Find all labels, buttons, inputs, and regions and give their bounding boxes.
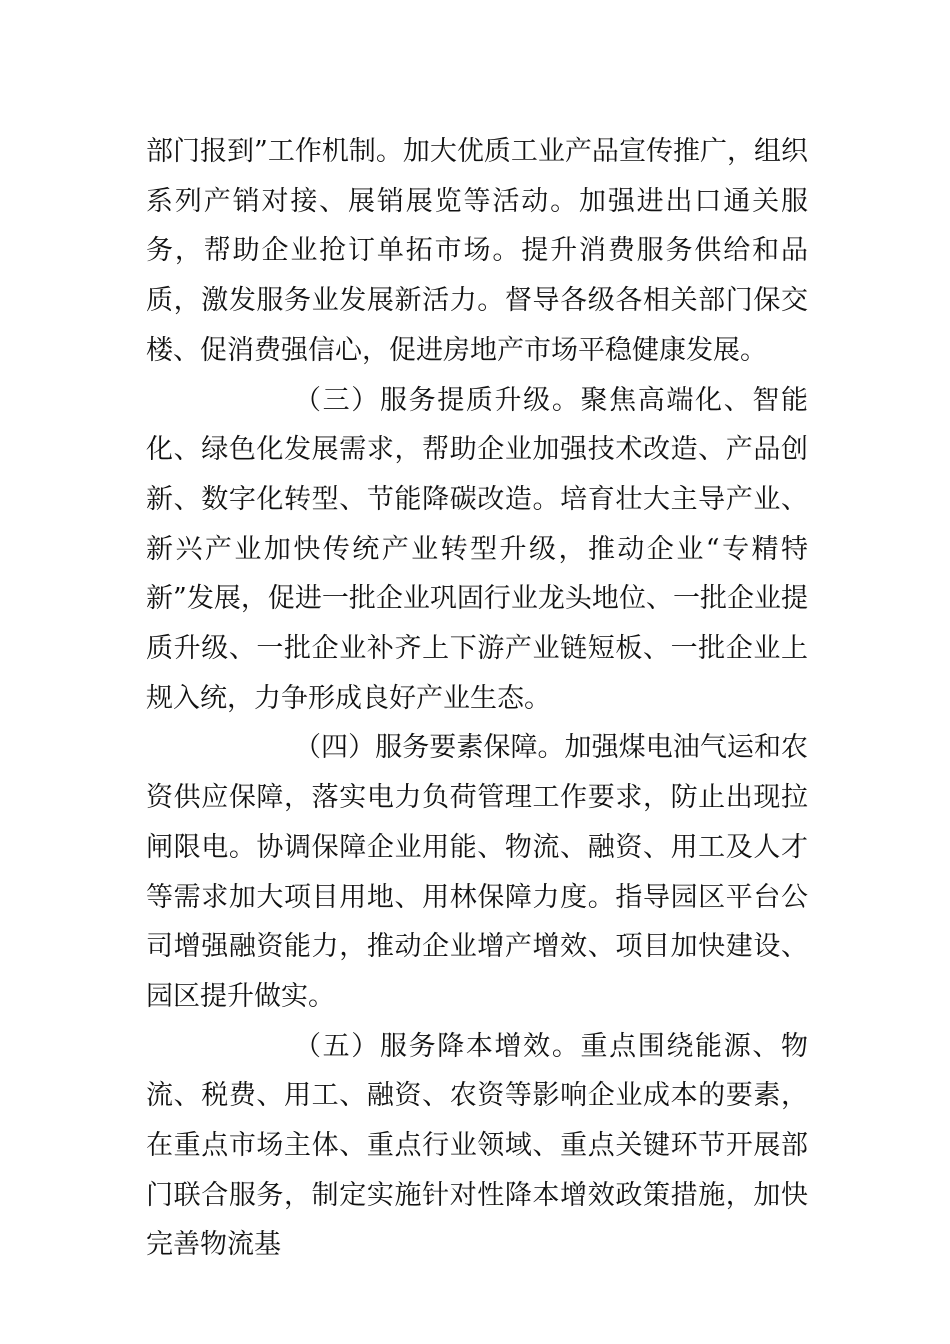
- paragraph-cost-reduction: （五）服务降本增效。重点围绕能源、物流、税费、用工、融资、农资等影响企业成本的要素，在重点市场主体、重点行业领域、重点关键环节开展部门联合服务，制定实施针对性降本增效政策措施，加快完善物流基: [146, 1030, 808, 1261]
- paragraph-quality-upgrade: （三）服务提质升级。聚焦高端化、智能化、绿色化发展需求，帮助企业加强技术改造、产品创新、数字化转型、节能降碳改造。培育壮大主导产业、新兴产业加快传统产业转型升级，推动企业“专精特新”发展，促进一批企业巩固行业龙头地位、一批企业提质升级、一批企业补齐上下游产业链短板、一批企业上规入统，力争形成良好产业生态。: [146, 384, 808, 714]
- paragraph-market-expansion: 部门报到”工作机制。加大优质工业产品宣传推广，组织系列产销对接、展销展览等活动。加强进出口通关服务，帮助企业抢订单拓市场。提升消费服务供给和品质，激发服务业发展新活力。督导各级各相关部门保交楼、促消费强信心，促进房地产市场平稳健康发展。: [146, 136, 808, 366]
- document-body: [146, 127, 808, 1270]
- paragraph-factor-guarantee: （四）服务要素保障。加强煤电油气运和农资供应保障，落实电力负荷管理工作要求，防止出现拉闸限电。协调保障企业用能、物流、融资、用工及人才等需求加大项目用地、用林保障力度。指导园区平台公司增强融资能力，推动企业增产增效、项目加快建设、园区提升做实。: [146, 732, 808, 1012]
